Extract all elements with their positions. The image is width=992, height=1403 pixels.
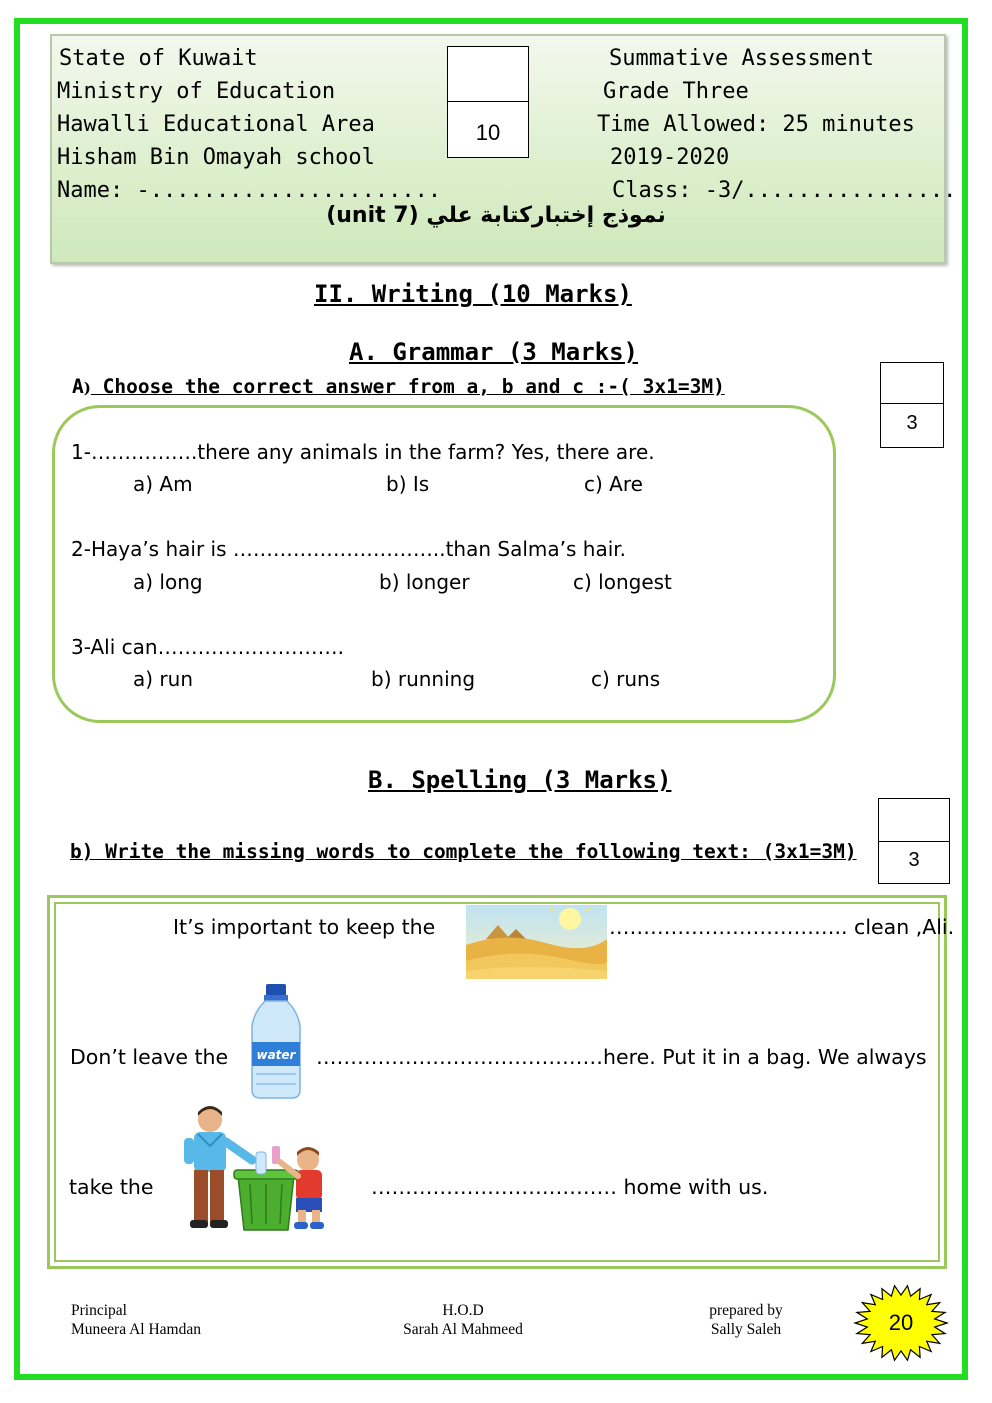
spelling-line2-start: Don’t leave the: [70, 1045, 229, 1069]
question-1-text: 1-…………….there any animals in the farm? Yes, there are.: [71, 440, 655, 464]
spelling-instruction-label: b): [70, 840, 94, 863]
grammar-instruction-paren: ): [83, 379, 91, 397]
footer-hod: [388, 1301, 538, 1339]
header-assessment: Summative Assessment: [609, 46, 874, 71]
name-field[interactable]: Name: -......................: [57, 178, 442, 203]
score-divider: [879, 841, 949, 842]
spelling-line3-end: ……………………………… home with us.: [371, 1175, 769, 1199]
footer-prepared-role: prepared by: [709, 1302, 783, 1319]
question-2-option-a[interactable]: a) long: [133, 570, 203, 594]
grammar-instruction-label: A: [72, 375, 84, 398]
header-year: 2019-2020: [610, 145, 730, 170]
question-1-option-b[interactable]: b) Is: [386, 472, 430, 496]
spelling-line1-start: It’s important to keep the: [173, 915, 436, 939]
question-2-option-b[interactable]: b) longer: [379, 570, 470, 594]
spelling-heading-text: . Spelling (3 Marks): [382, 766, 672, 794]
question-3-option-b[interactable]: b) running: [371, 667, 476, 691]
grammar-heading: [349, 338, 638, 366]
header-area: Hawalli Educational Area: [57, 112, 375, 137]
spelling-instruction: [70, 840, 857, 863]
grammar-instruction-text: Choose the correct answer from a, b and c :-( 3x1=3M): [90, 375, 725, 398]
family-recycling-picture: [180, 1106, 334, 1232]
bottle-label: water: [256, 1048, 296, 1062]
footer-principal-role: Principal: [71, 1302, 127, 1319]
question-2-text: 2-Haya’s hair is …………………………..than Salma’s hair.: [71, 537, 626, 561]
total-marks-badge: [852, 1284, 950, 1362]
spelling-instruction-text: Write the missing words to complete the following text: (3x1=3M): [93, 840, 857, 863]
desert-picture: [466, 905, 607, 979]
footer-prepared-name: Sally Saleh: [710, 1321, 782, 1338]
total-score-box[interactable]: [447, 46, 529, 158]
total-score-value: 10: [475, 120, 501, 145]
header-time-allowed: Time Allowed: 25 minutes: [597, 112, 915, 137]
writing-heading-text: . Writing (10 Marks): [342, 280, 632, 308]
grammar-heading-text: . Grammar (3 Marks): [363, 338, 638, 366]
spelling-heading: [368, 766, 671, 794]
question-1-option-a[interactable]: a) Am: [133, 472, 193, 496]
question-3-option-c[interactable]: c) runs: [591, 667, 661, 691]
spelling-line1-end: …………………………….. clean ,Ali.: [609, 915, 955, 939]
footer-principal: [71, 1301, 201, 1339]
header-grade: Grade Three: [603, 79, 749, 104]
grammar-instruction: [72, 375, 725, 398]
spelling-line2-end: ……………………………………here. Put it in a bag. We always: [316, 1045, 927, 1069]
question-1-option-c[interactable]: c) Are: [584, 472, 643, 496]
score-divider: [881, 403, 943, 404]
footer-principal-name: Muneera Al Hamdan: [71, 1321, 201, 1338]
arabic-title: نموذج إختباركتابة علي (unit 7): [326, 203, 666, 228]
spelling-score-value: 3: [908, 849, 920, 871]
spelling-line3-start: take the: [69, 1175, 154, 1199]
writing-heading-roman: II: [314, 280, 343, 308]
score-divider: [448, 101, 528, 102]
question-3-option-a[interactable]: a) run: [133, 667, 193, 691]
question-3-text: 3-Ali can……………………….: [71, 635, 344, 659]
footer-prepared: [694, 1301, 798, 1339]
class-field[interactable]: Class: -3/................: [612, 178, 957, 203]
grammar-heading-letter: A: [349, 338, 364, 366]
spelling-heading-letter: B: [368, 766, 383, 794]
total-marks-value: 20: [888, 1310, 914, 1335]
header-school: Hisham Bin Omayah school: [57, 145, 375, 170]
spelling-score-box[interactable]: [878, 798, 950, 884]
footer-hod-name: Sarah Al Mahmeed: [403, 1321, 523, 1338]
grammar-score-value: 3: [906, 412, 918, 434]
question-2-option-c[interactable]: c) longest: [573, 570, 672, 594]
grammar-score-box[interactable]: [880, 362, 944, 448]
writing-heading: [314, 280, 632, 308]
footer-hod-role: H.O.D: [442, 1302, 484, 1319]
header-ministry: Ministry of Education: [57, 79, 336, 104]
header-state: State of Kuwait: [59, 46, 258, 71]
water-bottle-picture: [244, 982, 310, 1100]
